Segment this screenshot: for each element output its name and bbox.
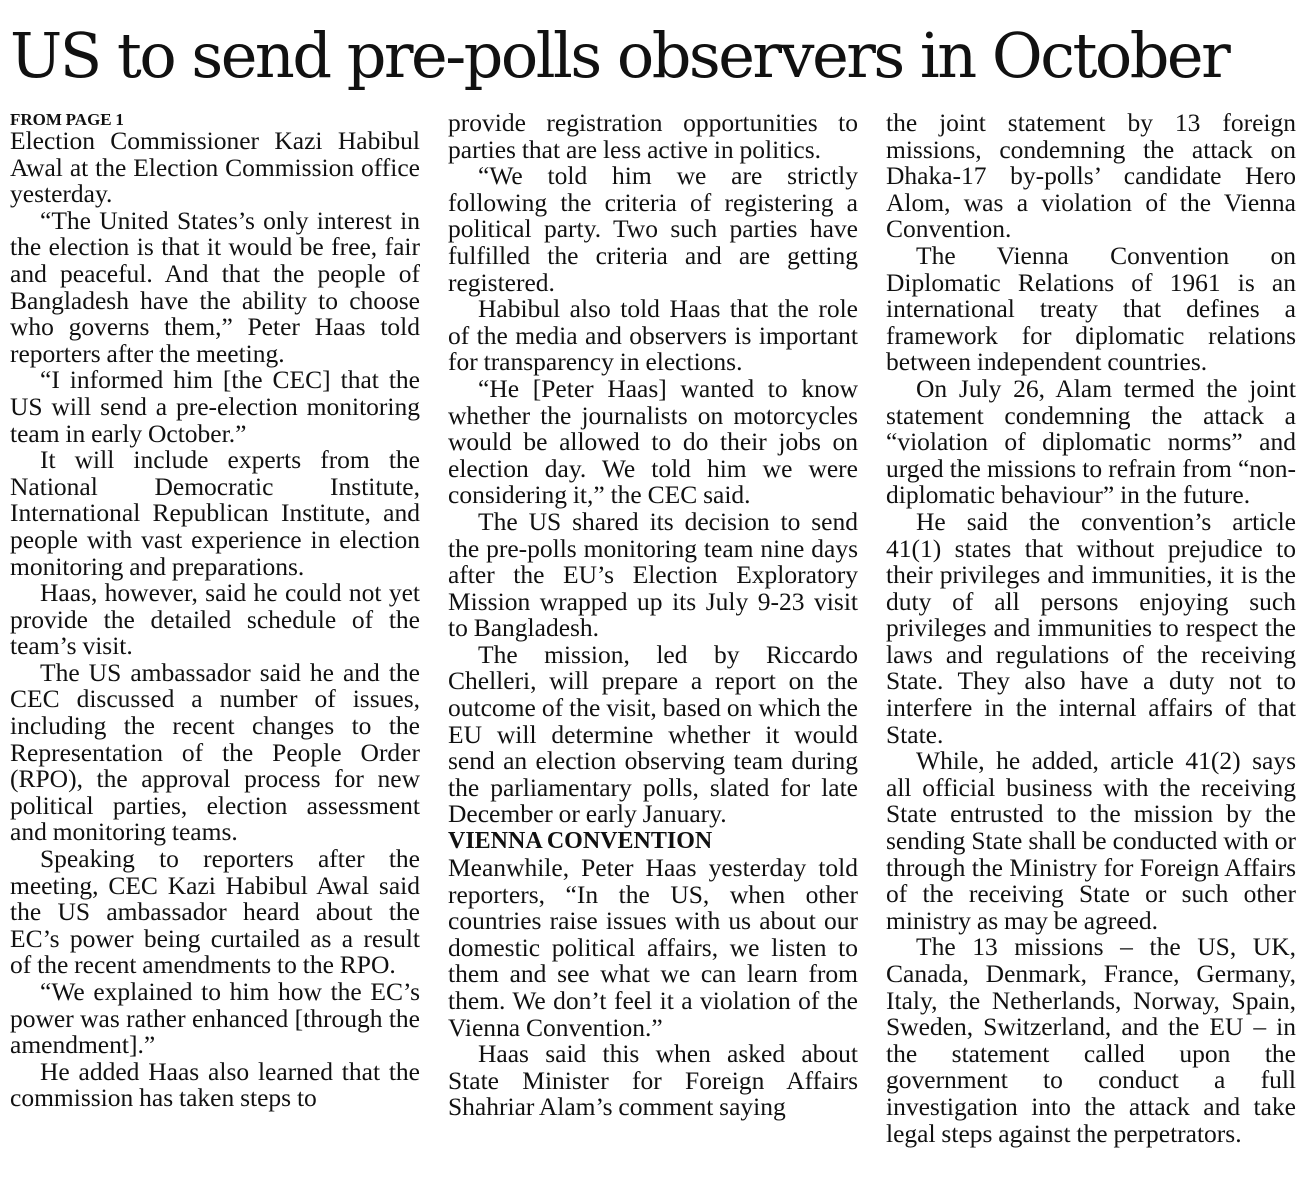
paragraph: Habibul also told Haas that the role of the media and observers is important for transparency in elections.	[448, 294, 858, 377]
paragraph: The Vienna Convention on Diplomatic Relations of 1961 is an international treaty that defines a framework for diplomatic relations between independent countries.	[886, 240, 1296, 377]
article-column-1	[10, 110, 420, 1182]
paragraph: Haas, however, said he could not yet provide the detailed schedule of the team’s visit.	[10, 578, 420, 661]
continued-from-label: FROM PAGE 1	[10, 110, 124, 129]
paragraph: The US shared its decision to send the pre-polls monitoring team nine days after the EU’s Election Exploratory Mission wrapped up its July 9-23 visit to Bangladesh.	[448, 506, 858, 643]
paragraph: It will include experts from the National Democratic Institute, International Republican Institute, and people with vast experience in election monitoring and preparations.	[10, 445, 420, 581]
paragraph: The mission, led by Riccardo Chelleri, will prepare a report on the outcome of the visit, based on which the EU will determine whether it would send an election observing team during the parliamentary polls, slated for late December or early January.	[448, 639, 858, 829]
section-subhead: VIENNA CONVENTION	[448, 828, 713, 855]
headline: US to send pre-polls observers in October	[10, 19, 1229, 92]
paragraph: provide registration opportunities to parties that are less active in politics.	[448, 110, 858, 164]
paragraph: Haas said this when asked about State Minister for Foreign Affairs Shahriar Alam’s comment saying	[448, 1039, 858, 1122]
paragraph: Election Commissioner Kazi Habibul Awal at the Election Commission office yesterday.	[10, 126, 420, 209]
paragraph: While, he added, article 41(2) says all official business with the receiving State entrusted to the mission by the sending State shall be conducted with or through the Ministry for Foreign Affairs of the receiving State or such other ministry as may be agreed.	[886, 746, 1296, 935]
paragraph: “We told him we are strictly following the criteria of registering a political party. Two such parties have fulfilled the criteria and are getting registered.	[448, 161, 858, 297]
paragraph: The 13 missions – the US, UK, Canada, Denmark, France, Germany, Italy, the Netherlands, Norway, Spain, Sweden, Switzerland, and the EU – in the statement called upon the government to conduct a full investigation into the attack and take legal steps against the perpetrators.	[886, 932, 1296, 1148]
paragraph: He said the convention’s article 41(1) states that without prejudice to their privileges and immunities, it is the duty of all persons enjoying such privileges and immunities to respect the laws and regulations of the receiving State. They also have a duty not to interfere in the internal affairs of that State.	[886, 506, 1296, 749]
paragraph: Speaking to reporters after the meeting, CEC Kazi Habibul Awal said the US ambassador heard about the EC’s power being curtailed as a result of the recent amendments to the RPO.	[10, 844, 420, 980]
paragraph: “We explained to him how the EC’s power was rather enhanced [through the amendment].”	[10, 977, 420, 1060]
paragraph: He added Haas also learned that the commission has taken steps to	[10, 1056, 420, 1113]
paragraph: The US ambassador said he and the CEC discussed a number of issues, including the recent changes to the Representation of the People Order (RPO), the approval process for new political parties, election assessment and monitoring teams.	[10, 657, 420, 847]
paragraph: “He [Peter Haas] wanted to know whether the journalists on motorcycles would be allowed to do their jobs on election day. We told him we were considering it,” the CEC said.	[448, 373, 858, 510]
paragraph: Meanwhile, Peter Haas yesterday told reporters, “In the US, when other countries raise issues with us about our domestic political affairs, we listen to them and see what we can learn from them. We don’t feel it a violation of the Vienna Convention.”	[448, 853, 858, 1042]
paragraph: On July 26, Alam termed the joint statement condemning the attack a “violation of diplomatic norms” and urged the missions to refrain from “non-diplomatic behaviour” in the future.	[886, 373, 1296, 510]
article-column-2	[448, 110, 858, 1182]
paragraph: “I informed him [the CEC] that the US will send a pre-election monitoring team in early October.”	[10, 365, 420, 448]
paragraph: “The United States’s only interest in the election is that it would be free, fair and peaceful. And that the people of Bangladesh have the ability to choose who governs them,” Peter Haas told reporters after the meeting.	[10, 205, 420, 368]
paragraph: the joint statement by 13 foreign missions, condemning the attack on Dhaka-17 by-polls’ candidate Hero Alom, was a violation of the Vienna Convention.	[886, 110, 1296, 244]
article-column-3	[886, 110, 1296, 1182]
